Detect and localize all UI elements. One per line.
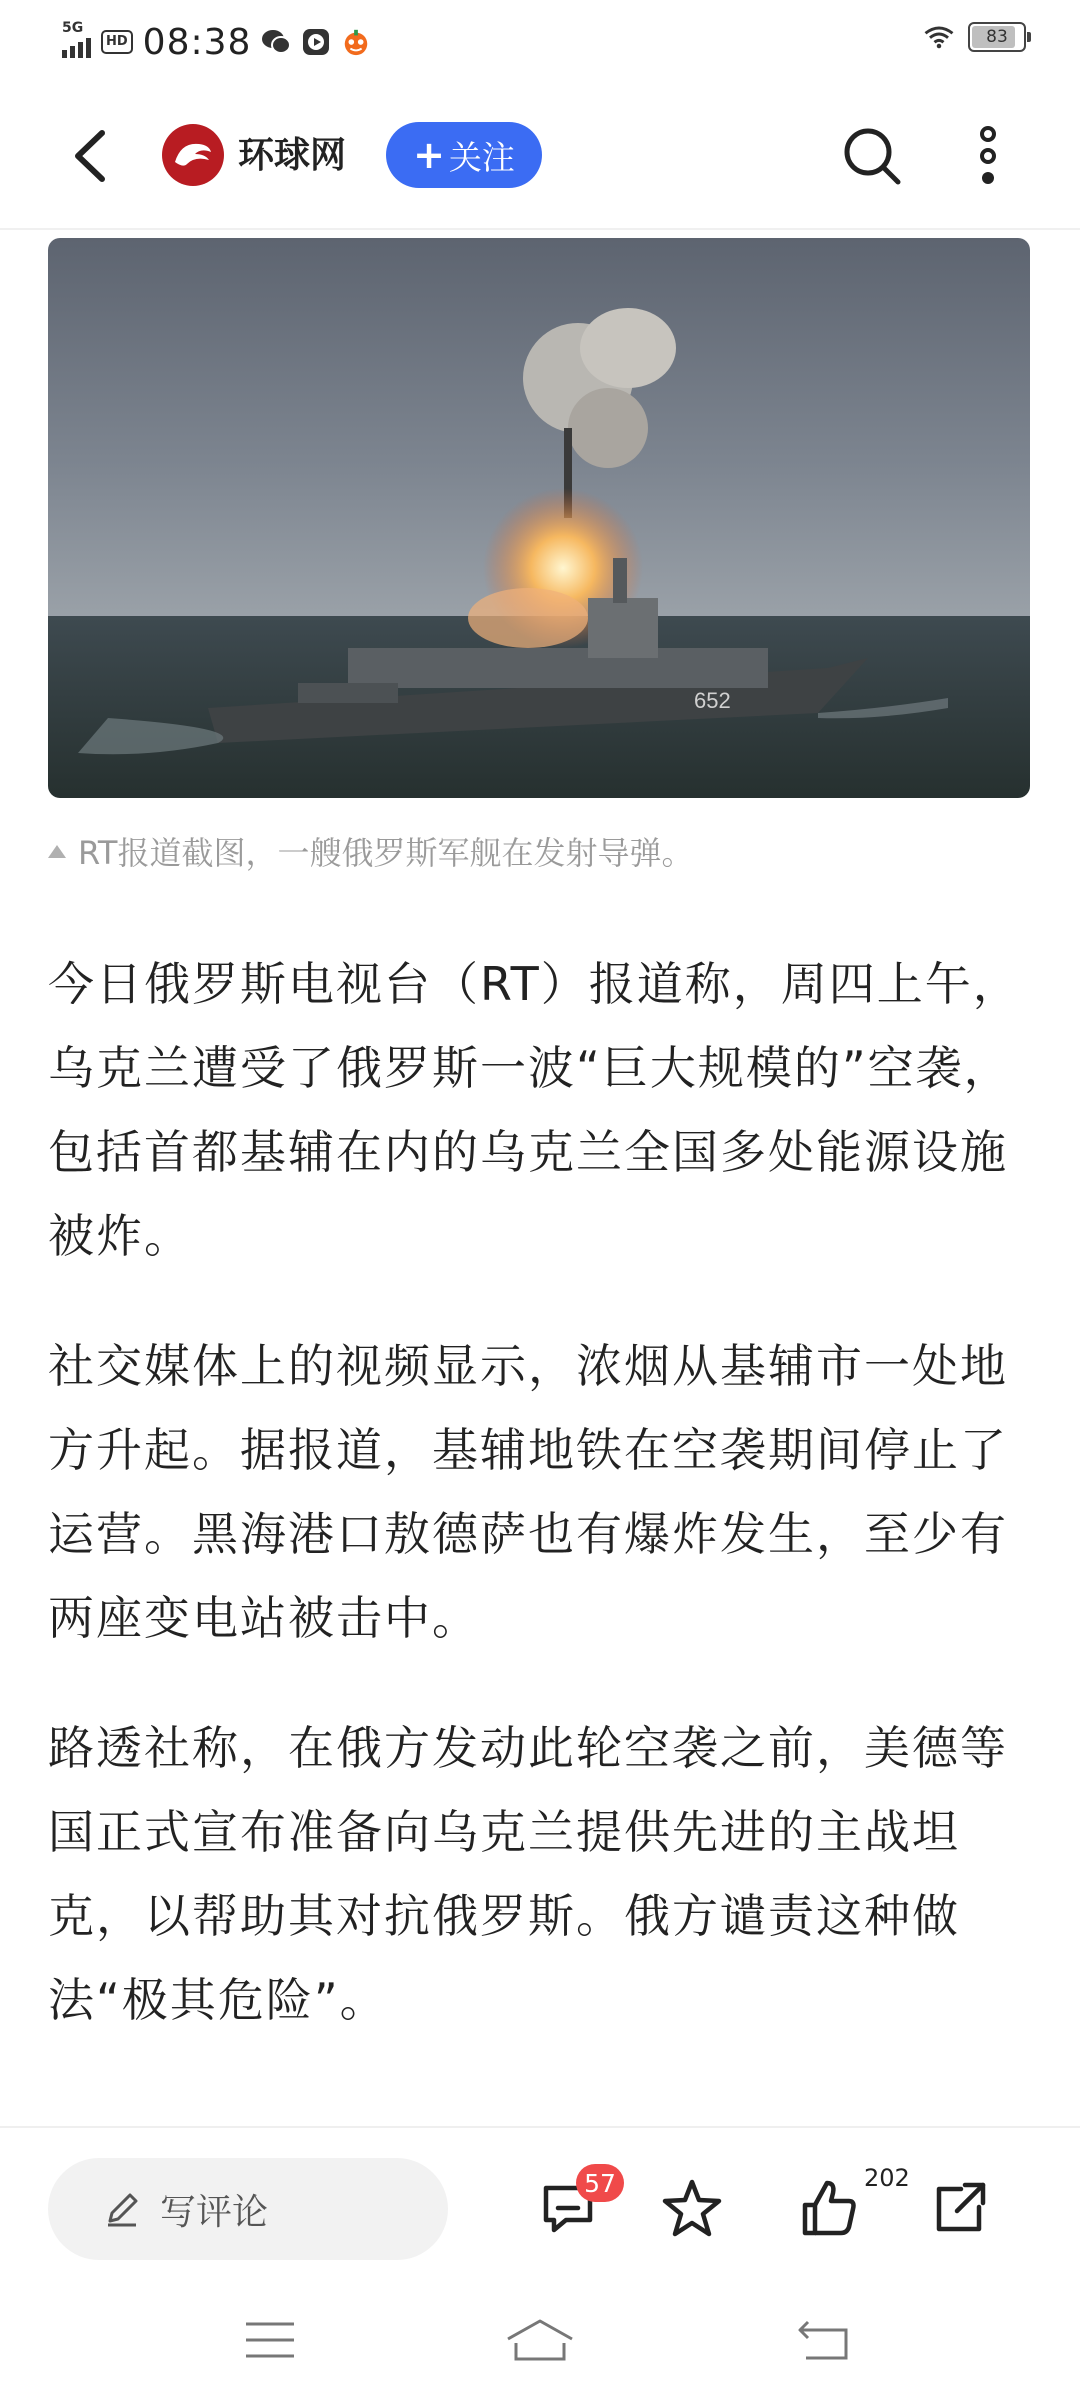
article-paragraph: 社交媒体上的视频显示，浓烟从基辅市一处地方升起。据报道，基辅地铁在空袭期间停止了运营。黑海港口敖德萨也有爆炸发生，至少有两座变电站被击中。 — [48, 1339, 1008, 1645]
caption-text: RT报道截图，一艘俄罗斯军舰在发射导弹。 — [78, 834, 694, 872]
favorite-button[interactable] — [660, 2176, 724, 2240]
image-caption — [48, 828, 693, 874]
back-nav-button[interactable] — [784, 2310, 864, 2370]
svg-text:652: 652 — [694, 688, 731, 713]
app-header — [0, 84, 1080, 230]
comment-placeholder: 写评论 — [160, 2191, 269, 2233]
wechat-icon — [261, 27, 291, 57]
more-button[interactable] — [960, 120, 1016, 192]
triangle-icon — [48, 845, 66, 858]
signal-icon — [62, 20, 91, 58]
bottom-action-bar — [0, 2126, 1080, 2268]
back-nav-icon — [796, 2318, 852, 2362]
site-name[interactable]: 环球网 — [238, 135, 347, 176]
home-icon — [504, 2317, 576, 2363]
logo-icon[interactable] — [162, 124, 224, 186]
back-button[interactable] — [62, 126, 118, 186]
star-icon — [661, 2177, 723, 2239]
menu-button[interactable] — [230, 2310, 310, 2370]
status-right — [924, 22, 1026, 52]
video-app-icon — [301, 27, 331, 57]
plus-icon: + — [413, 133, 445, 177]
battery-icon — [968, 22, 1026, 52]
share-icon — [929, 2177, 991, 2239]
like-button[interactable] — [796, 2176, 860, 2240]
article-image[interactable] — [48, 238, 1030, 798]
network-type: 5G — [62, 20, 84, 36]
follow-button[interactable] — [386, 122, 542, 188]
thumbs-up-icon — [797, 2177, 859, 2239]
article-body — [48, 942, 1032, 2088]
clock: 08:38 — [142, 21, 252, 63]
menu-icon — [244, 2320, 296, 2360]
back-arrow-icon — [72, 129, 108, 183]
article-paragraph: 路透社称，在俄方发动此轮空袭之前，美德等国正式宣布准备向乌克兰提供先进的主战坦克，以帮助其对抗俄罗斯。俄方谴责这种做法“极其危险”。 — [48, 1721, 1008, 2027]
wifi-icon — [924, 22, 954, 52]
taobao-icon — [341, 27, 371, 57]
pencil-icon — [102, 2189, 142, 2229]
battery-level: 83 — [986, 27, 1008, 47]
share-button[interactable] — [928, 2176, 992, 2240]
status-bar — [0, 0, 1080, 84]
search-button[interactable] — [840, 124, 904, 188]
follow-label: 关注 — [448, 137, 515, 177]
comment-count-badge: 57 — [576, 2164, 624, 2202]
article-paragraph: 今日俄罗斯电视台（RT）报道称，周四上午，乌克兰遭受了俄罗斯一波“巨大规模的”空袭，包括首都基辅在内的乌克兰全国多处能源设施被炸。 — [48, 957, 1021, 1263]
search-icon — [842, 126, 902, 186]
like-count: 202 — [864, 2164, 910, 2192]
status-left — [62, 18, 371, 66]
comment-input[interactable] — [48, 2158, 448, 2260]
home-button[interactable] — [500, 2310, 580, 2370]
more-vertical-icon — [973, 126, 1003, 186]
hd-icon: HD — [101, 30, 133, 54]
system-nav-bar — [0, 2266, 1080, 2408]
